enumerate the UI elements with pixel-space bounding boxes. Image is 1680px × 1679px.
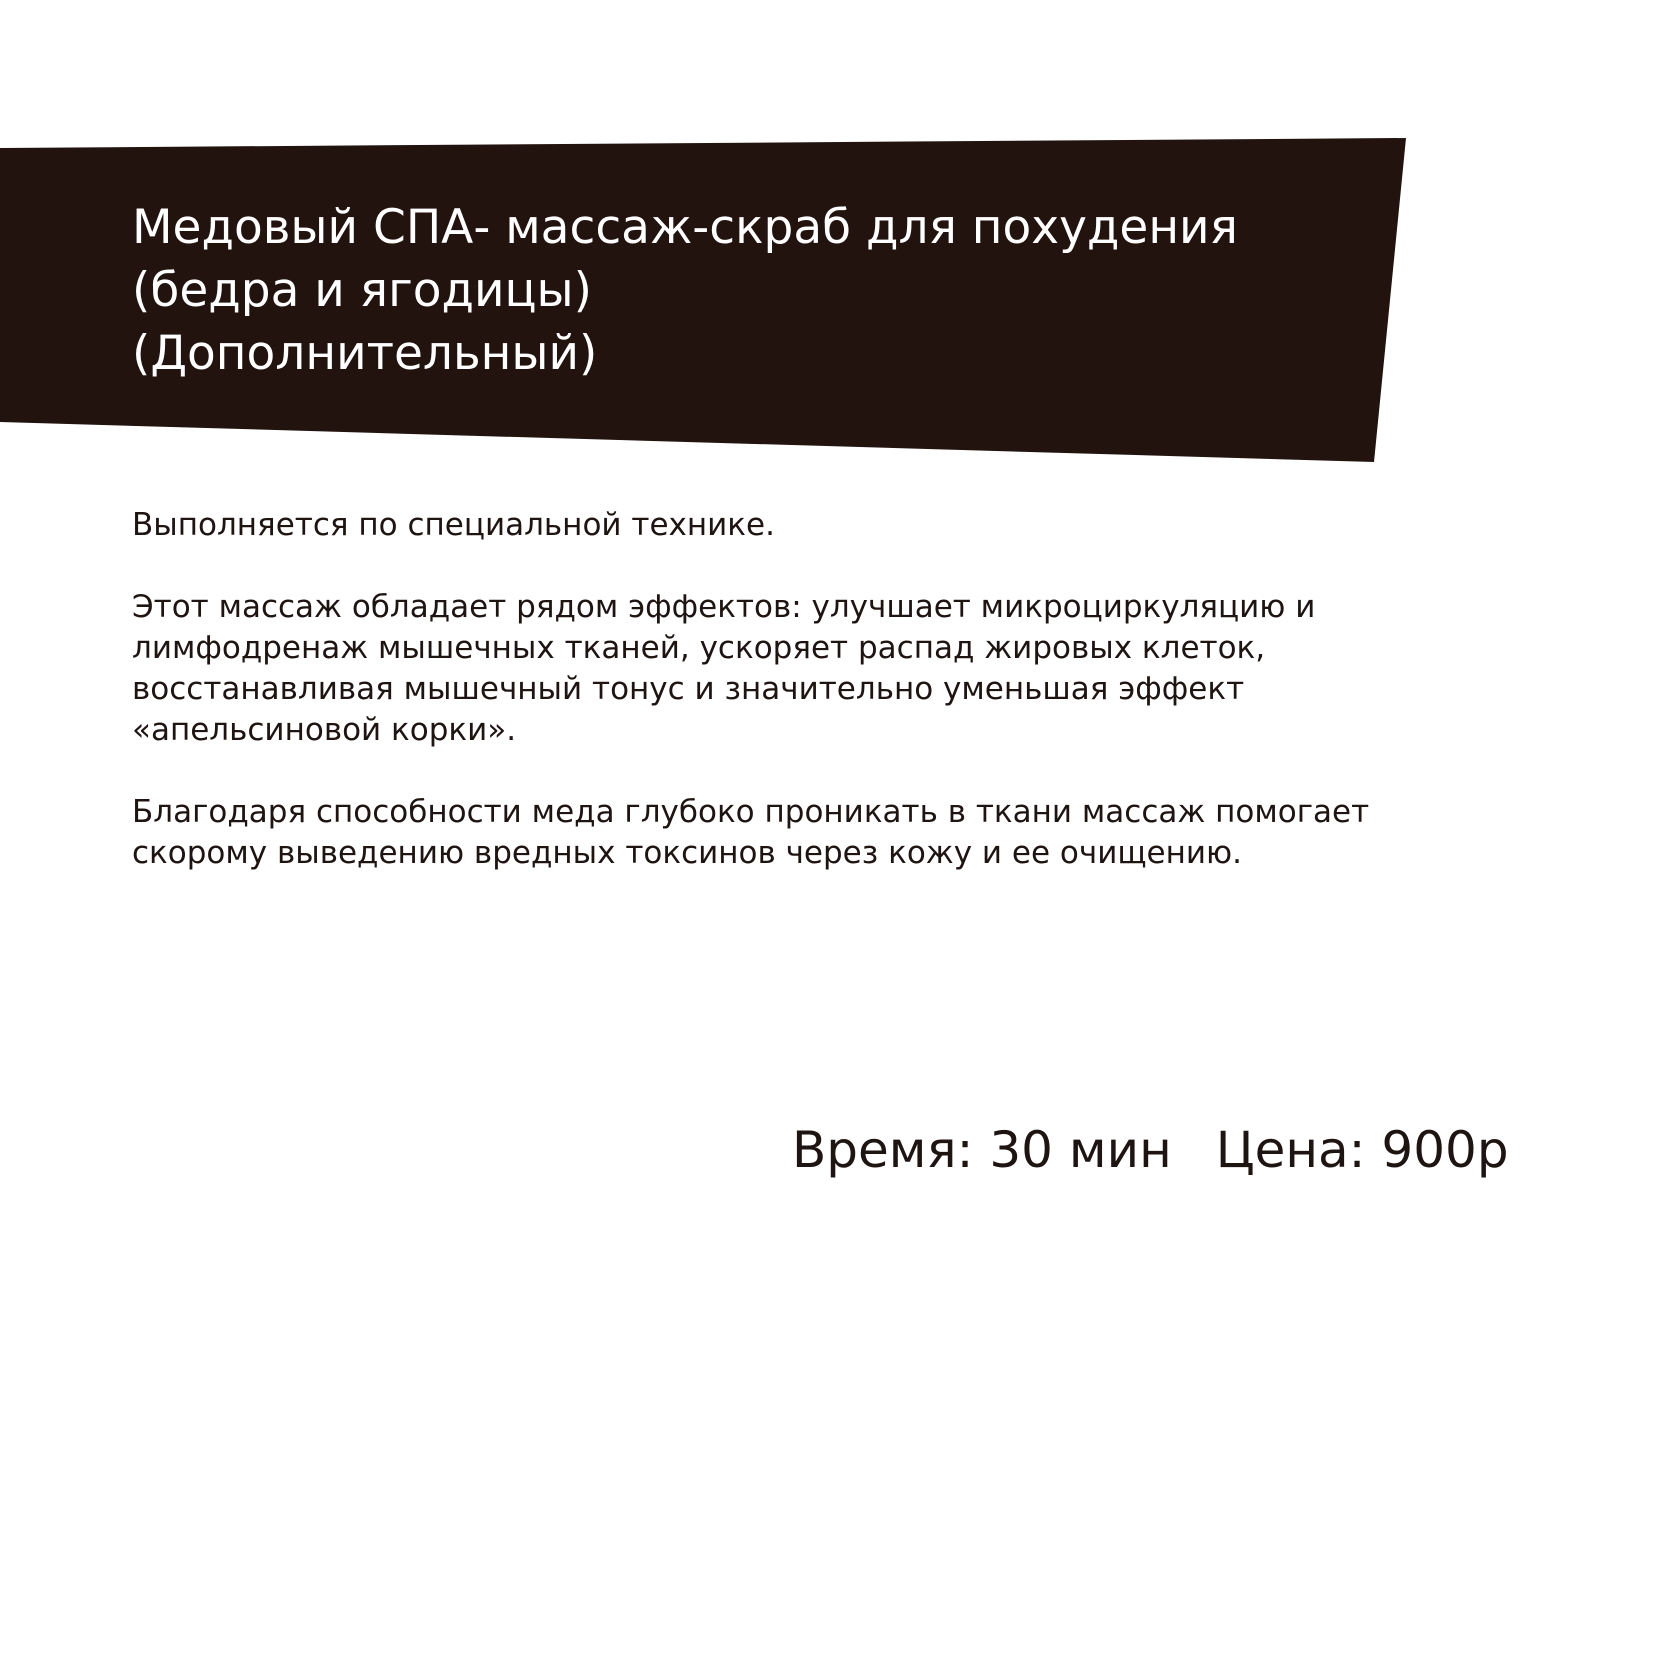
title-line: Медовый СПА- массаж-скраб для похудения [132,200,1238,255]
description-line: восстанавливая мышечный тонус и значительно уменьшая эффект [132,671,1245,707]
service-info [792,1120,1509,1180]
description-line: лимфодренаж мышечных тканей, ускоряет распад жировых клеток, [132,630,1266,666]
description-line: Выполняется по специальной технике. [132,507,775,543]
service-title [132,196,1382,385]
description-paragraph [132,587,1512,751]
description-line: Благодаря способности меда глубоко проникать в ткани массаж помогает [132,794,1370,830]
service-time: Время: 30 мин [792,1121,1172,1179]
description-paragraph [132,792,1512,874]
service-price: Цена: 900р [1215,1121,1509,1179]
description-paragraph [132,505,1512,546]
description-line: скорому выведению вредных токсинов через кожу и ее очищению. [132,835,1242,871]
service-description [132,505,1512,915]
description-line: Этот массаж обладает рядом эффектов: улучшает микроциркуляцию и [132,589,1316,625]
title-line: (бедра и ягодицы) [132,263,592,318]
title-line: (Дополнительный) [132,326,598,381]
description-line: «апельсиновой корки». [132,712,517,748]
